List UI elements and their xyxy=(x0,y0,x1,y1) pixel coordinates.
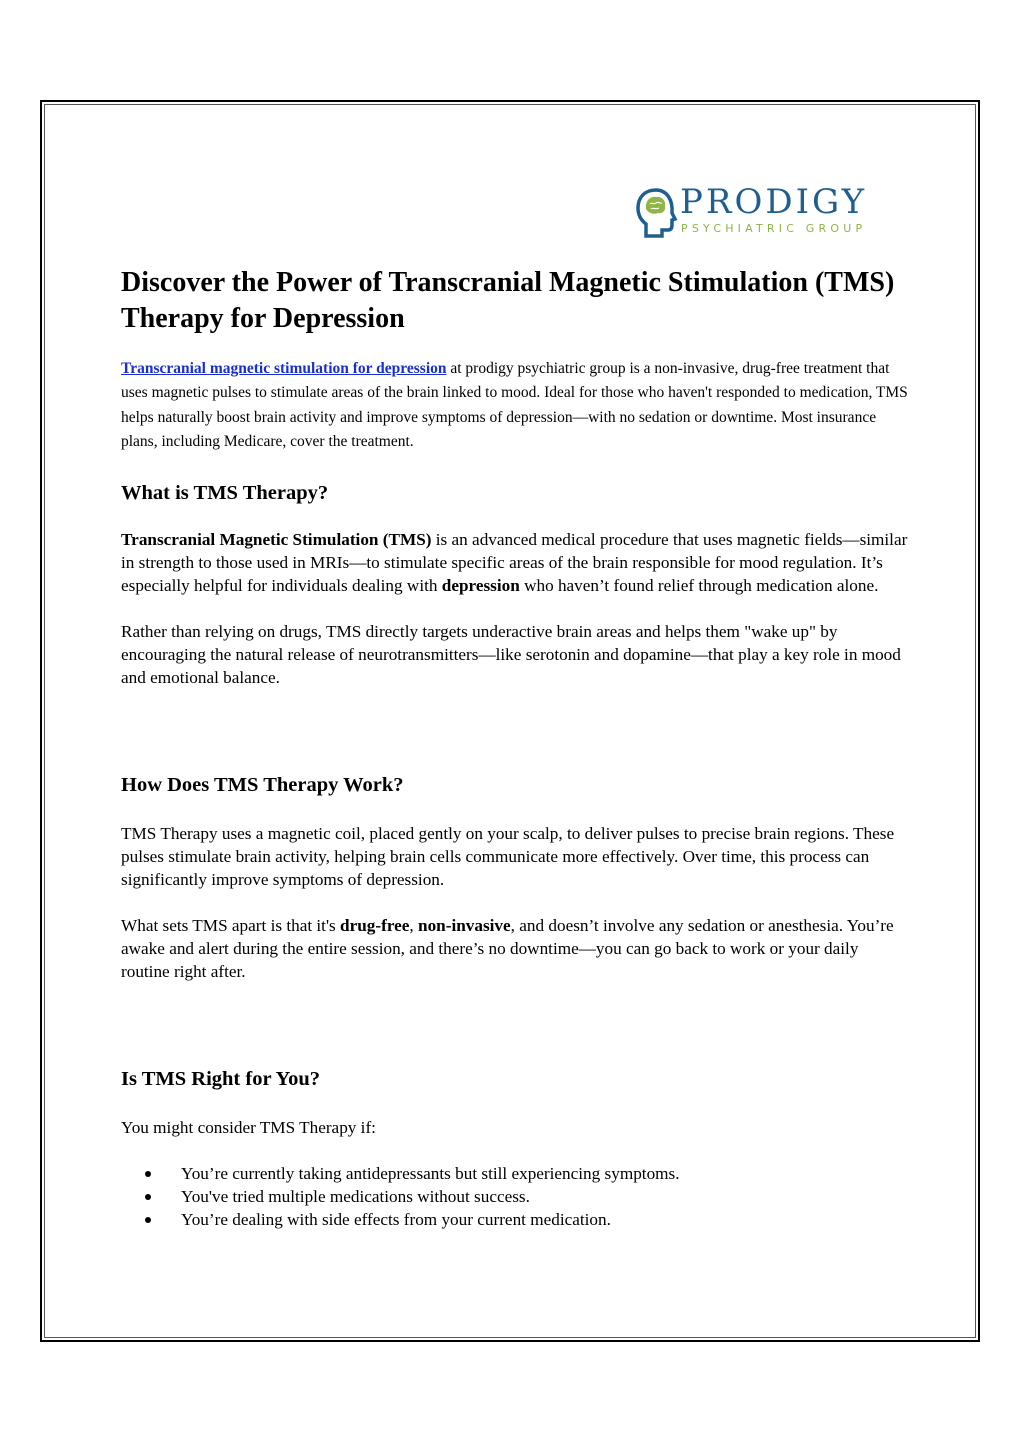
list-item-text: You’re currently taking antidepressants but still experiencing symptoms. xyxy=(181,1164,680,1184)
bullet-icon xyxy=(145,1171,151,1177)
tms-term: Transcranial Magnetic Stimulation (TMS) xyxy=(121,530,432,550)
intro-paragraph xyxy=(121,357,911,454)
what-is-tms-text-b: who haven’t found relief through medication alone. xyxy=(519,576,879,596)
what-is-tms-text-a: is an advanced medical procedure that uses magnetic fields—similar in strength to those used in MRIs—to stimulate specific areas of the brain responsible for mood regulation. It’s especially helpful for individuals dealing with xyxy=(121,530,908,596)
document-content xyxy=(121,265,911,1231)
list-item xyxy=(121,1185,911,1208)
list-item-text: You’re dealing with side effects from your current medication. xyxy=(181,1210,611,1230)
heading-what-is-tms: What is TMS Therapy? xyxy=(121,482,329,505)
list-item xyxy=(121,1208,911,1231)
depression-term: depression xyxy=(441,576,520,596)
drug-free-term: drug-free xyxy=(340,916,410,936)
logo-wordmark: PRODIGY xyxy=(680,182,868,222)
is-tms-right-lead: You might consider TMS Therapy if: xyxy=(121,1118,376,1138)
how-works-separator: , xyxy=(409,916,419,936)
heading-how-tms-works: How Does TMS Therapy Work? xyxy=(121,774,404,797)
page-title: Discover the Power of Transcranial Magnetic Stimulation (TMS) Therapy for Depression xyxy=(121,267,895,334)
bullet-icon xyxy=(145,1217,151,1223)
heading-is-tms-right: Is TMS Right for You? xyxy=(121,1068,320,1091)
criteria-list xyxy=(121,1162,911,1231)
how-tms-works-paragraph-1: TMS Therapy uses a magnetic coil, placed gently on your scalp, to deliver pulses to precise brain regions. These pulses stimulate brain activity, helping brain cells communicate more effectively. Over time, this process can significantly improve symptoms of depression. xyxy=(121,824,895,890)
list-item xyxy=(121,1162,911,1185)
list-item-text: You've tried multiple medications without success. xyxy=(181,1187,530,1207)
intro-text: at prodigy psychiatric group is a non-invasive, drug-free treatment that uses magnetic pulses to stimulate areas of the brain linked to mood. Ideal for those who haven't responded to medication, TMS helps naturally boost brain activity and improve symptoms of depression—with no sedation or downtime. Most insurance plans, including Medicare, cover the treatment. xyxy=(121,360,908,450)
what-is-tms-paragraph-2: Rather than relying on drugs, TMS directly targets underactive brain areas and helps them "wake up" by encouraging the natural release of neurotransmitters—like serotonin and dopamine—that play a key role in mood and emotional balance. xyxy=(121,622,901,688)
how-works-text-a: What sets TMS apart is that it's xyxy=(121,916,341,936)
how-tms-works-paragraph-2 xyxy=(121,914,911,983)
head-brain-icon xyxy=(634,186,678,240)
bullet-icon xyxy=(145,1194,151,1200)
logo-subtitle: PSYCHIATRIC GROUP xyxy=(681,222,867,235)
prodigy-logo xyxy=(634,182,894,246)
how-works-text-b: , and doesn’t involve any sedation or anesthesia. You’re awake and alert during the entire session, and there’s no downtime—you can go back to work or your daily routine right after. xyxy=(121,916,894,982)
what-is-tms-paragraph-1 xyxy=(121,528,911,597)
tms-depression-link[interactable]: Transcranial magnetic stimulation for depression xyxy=(121,360,447,377)
non-invasive-term: non-invasive xyxy=(418,916,511,936)
